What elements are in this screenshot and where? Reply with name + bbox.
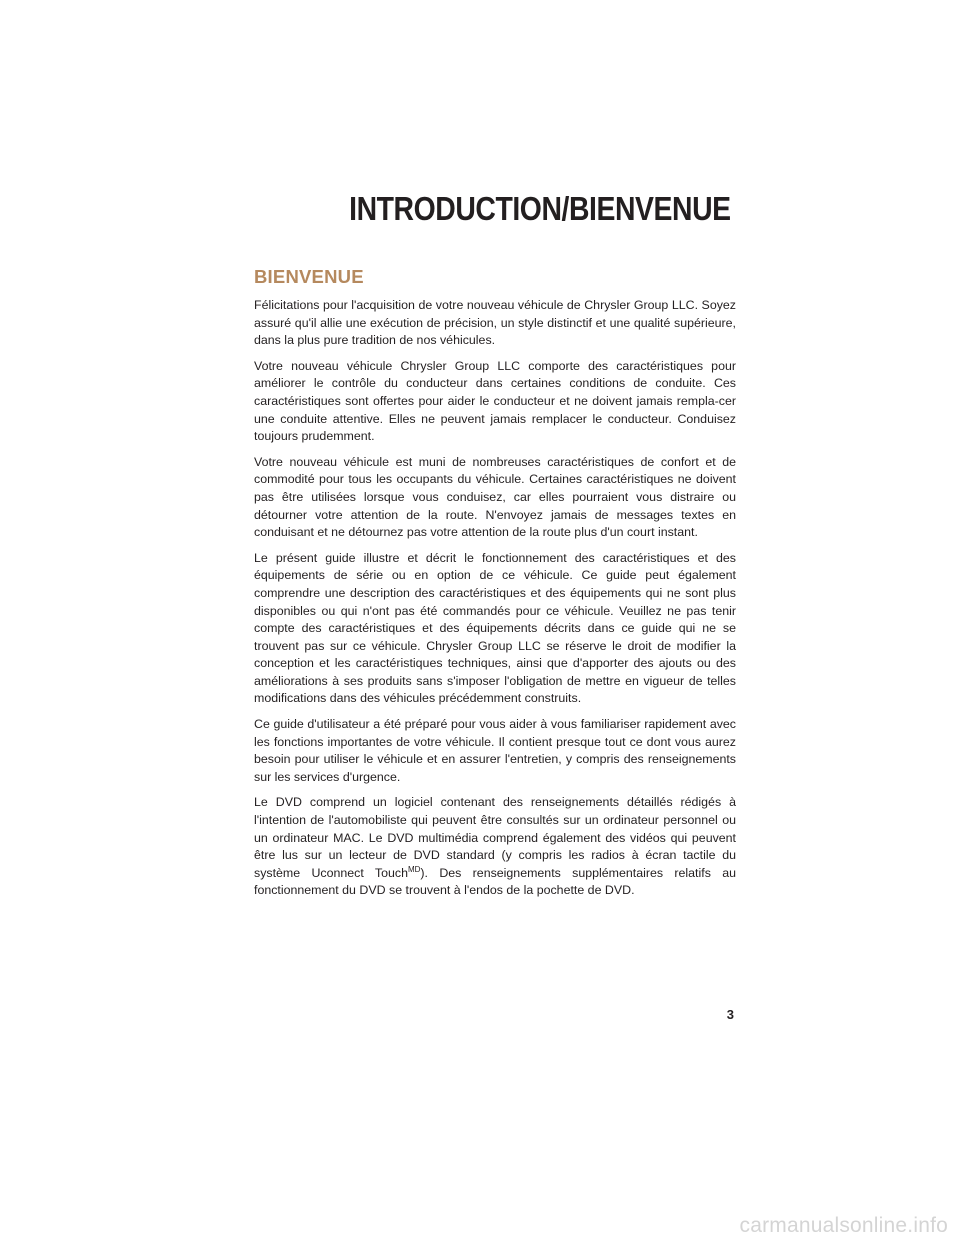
page-number: 3	[726, 1007, 734, 1022]
watermark: carmanualsonline.info	[739, 1214, 948, 1237]
paragraph-comfort-features: Votre nouveau véhicule est muni de nombreuses caractéristiques de confort et de commodité pour tous les occupants du véhicule. Certaines caractéristiques ne doivent pas être utilisées lorsque vous conduisez, car elles pourraient vous distraire ou détourner votre attention de la route. N'envoyez jamais de messages textes en conduisant et ne détournez pas votre attention de la route plus d'un court instant.	[254, 454, 736, 540]
paragraph-driver-features: Votre nouveau véhicule Chrysler Group LLC comporte des caractéristiques pour améliorer le contrôle du conducteur dans certaines conditions de conduite. Ces caractéristiques sont offertes pour aider le conducteur et ne doivent jamais rempla-cer une conduite attentive. Elles ne peuvent jamais remplacer le conducteur. Conduisez toujours prudemment.	[254, 358, 736, 444]
section-heading: BIENVENUE	[254, 266, 364, 287]
paragraph-user-guide: Ce guide d'utilisateur a été préparé pour vous aider à vous familiariser rapidement avec les fonctions importantes de votre véhicule. Il contient presque tout ce dont vous aurez besoin pour utiliser le véhicule et en assurer l'entretien, y compris des renseignements sur les services d'urgence.	[254, 717, 736, 784]
page-body	[254, 266, 736, 908]
trademark-superscript: MD	[407, 864, 421, 874]
paragraph-guide-description: Le présent guide illustre et décrit le fonctionnement des caractéristiques et des équipements de série ou en option de ce véhicule. Ce guide peut également comprendre une description des caractéristiques et des équipements qui ne sont plus disponibles ou qui n'ont pas été commandés pour ce véhicule. Veuillez ne pas tenir compte des caractéristiques et des équipements décrits dans ce guide qui ne se trouvent pas sur ce véhicule. Chrysler Group LLC se réserve le droit de modifier la conception et les caractéristiques techniques, ainsi que d'apporter des ajouts ou des améliorations à ses produits sans s'imposer l'obligation de mettre en vigueur de telles modifications dans des véhicules précédemment construits.	[254, 550, 736, 706]
page-section-title: INTRODUCTION/BIENVENUE	[349, 190, 731, 227]
paragraph-congratulations: Félicitations pour l'acquisition de votre nouveau véhicule de Chrysler Group LLC. Soyez assuré qu'il allie une exécution de précision, un style distinctif et une qualité supérieure, dans la plus pure tradition de nos véhicules.	[254, 298, 736, 348]
paragraph-dvd-text: Le DVD comprend un logiciel contenant des renseignements détaillés rédigés à l'intention de l'automobiliste qui peuvent être consultés sur un ordinateur personnel ou un ordinateur MAC. Le DVD multimédia comprend également des vidéos qui peuvent être lus sur un lecteur de DVD standard (y compris les radios à écran tactile du système Uconnect Touch	[254, 795, 736, 880]
paragraph-dvd-text-continued: ). Des renseignements supplémentaires relatifs au fonctionnement du DVD se trouvent à l'endos de la pochette de DVD.	[254, 865, 737, 898]
paragraph-dvd	[254, 794, 736, 900]
